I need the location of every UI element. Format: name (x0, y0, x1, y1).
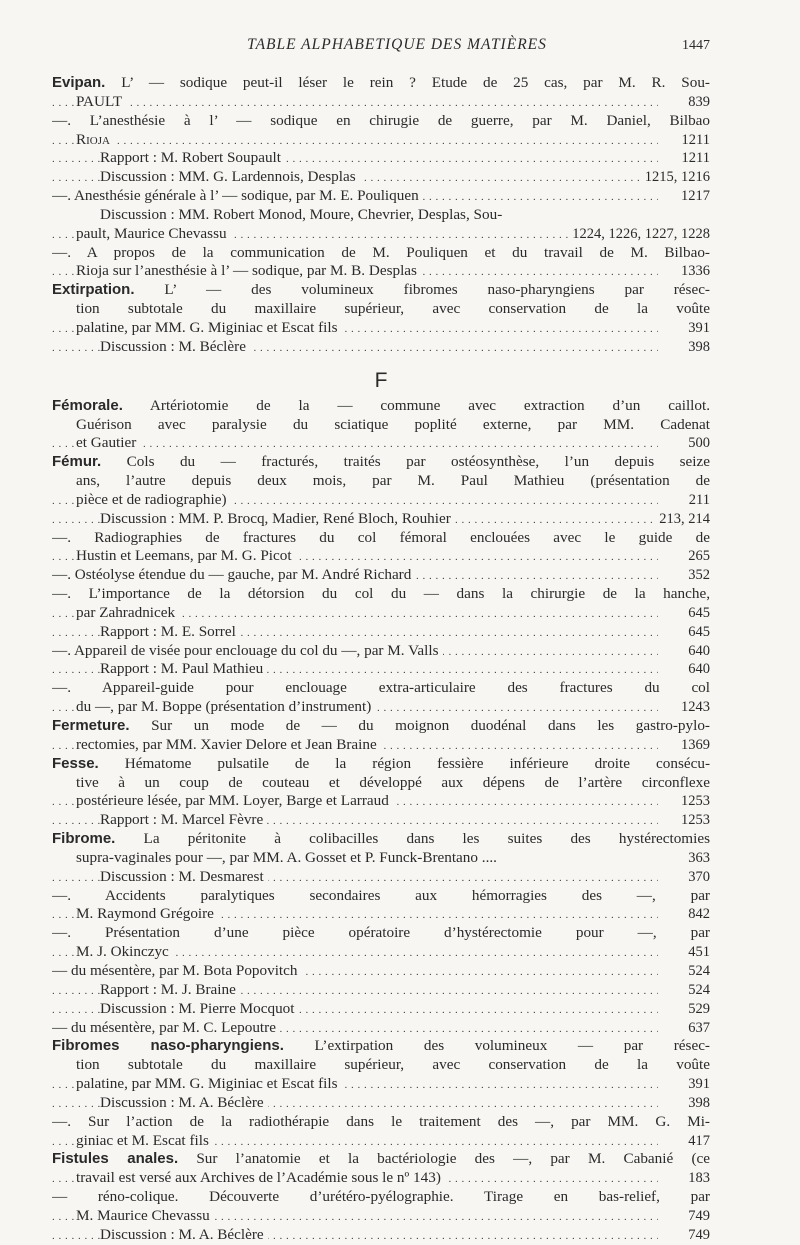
index-line-content: rectomies, par MM. Xavier Delore et Jean Braine (76, 735, 377, 753)
index-line-text (52, 281, 710, 298)
index-line-text (100, 149, 285, 166)
page-reference: 352 (684, 566, 710, 585)
index-line-content: PAULT (76, 92, 123, 110)
index-line (52, 698, 710, 717)
page-header-title: TABLE ALPHABETIQUE DES MATIÈRES (247, 36, 547, 53)
index-line-text (100, 981, 240, 998)
index-line (52, 510, 710, 529)
index-line-text (76, 905, 218, 922)
index-line-text (52, 244, 710, 261)
index-line (52, 943, 710, 962)
index-line (52, 1113, 710, 1132)
index-line-text (76, 943, 173, 960)
index-line-content: Discussion : M. Béclère (100, 337, 246, 355)
index-line-content: Discussion : M. Desmarest (100, 867, 264, 885)
page-reference: 749 (684, 1207, 710, 1226)
index-line-content: Discussion : MM. P. Brocq, Madier, René Bloch, Rouhier (100, 509, 451, 527)
index-line-content: — du mésentère, par M. Bota Popovitch (52, 961, 298, 979)
page-reference: 398 (684, 338, 710, 357)
index-line-content: giniac et M. Escat fils (76, 1131, 209, 1149)
page-reference: 1253 (677, 792, 710, 811)
index-line-content: Sur un mode de — du moignon duodénal dans les gastro-pylo- (129, 717, 710, 734)
index-line-text (52, 887, 710, 904)
index-line-text (52, 1113, 710, 1130)
index-line (52, 262, 710, 281)
index-line-content: tion subtotale du maxillaire supérieur, avec conservation de la voûte (76, 300, 710, 318)
index-line-text (52, 830, 710, 847)
index-line (52, 416, 710, 435)
index-line-text (76, 698, 375, 715)
index-headword: Extirpation. (52, 281, 135, 299)
index-line-text (52, 74, 710, 91)
index-line-content: L’extirpation des volumineux — par résec- (283, 1037, 710, 1055)
index-line-text (76, 300, 710, 317)
index-line (52, 93, 710, 112)
page-reference: 500 (684, 434, 710, 453)
index-line (52, 1132, 710, 1151)
index-line-content: par Zahradnicek (76, 603, 176, 621)
index-line (52, 338, 710, 357)
index-line (52, 547, 710, 566)
index-line-text (76, 1207, 214, 1224)
index-line (52, 830, 710, 849)
index-line-text (76, 491, 231, 508)
page-reference: 391 (684, 319, 710, 338)
index-line (52, 491, 710, 510)
index-line (52, 529, 710, 548)
page-reference: 524 (684, 981, 710, 1000)
index-line-content: —. Anesthésie générale à l’ — sodique, par M. E. Pouliquen (52, 187, 419, 205)
index-line-content: M. Maurice Chevassu (76, 1206, 210, 1224)
index-line (52, 397, 710, 416)
index-line (52, 1150, 710, 1169)
page-reference: 1369 (677, 736, 710, 755)
index-line (52, 792, 710, 811)
index-line (52, 225, 710, 244)
index-line-text (100, 868, 268, 885)
index-line-content: Hématome pulsatile de la région fessière inférieure droite consécu- (98, 754, 710, 772)
index-line-text (76, 1075, 342, 1092)
index-line-content: Discussion : M. Pierre Mocquot (100, 999, 295, 1017)
index-line-content: Rapport : M. Marcel Fèvre (100, 811, 264, 829)
index-line-content: La péritonite à colibacilles dans les suites des hystérectomies (115, 830, 710, 848)
index-line-text (76, 416, 710, 433)
index-line-content: M. Raymond Grégoire (76, 905, 214, 923)
page-reference: 637 (684, 1019, 710, 1038)
index-line-content: Artériotomie de la — commune avec extraction d’un caillot. (122, 396, 710, 414)
index-line-content: Rioja (76, 130, 110, 148)
index-line-content: —. A propos de la communication de M. Pouliquen et du travail de M. Bilbao- (52, 243, 710, 261)
index-line-content: — réno-colique. Découverte d’urétéro-pyélographie. Tirage en bas-relief, par (52, 1188, 710, 1206)
index-line (52, 168, 710, 187)
index-line (52, 755, 710, 774)
index-line-text (52, 1188, 710, 1205)
index-line (52, 1094, 710, 1113)
page-reference: 842 (684, 905, 710, 924)
page-reference: 1211 (678, 149, 710, 168)
index-line (52, 566, 710, 585)
index-line (52, 905, 710, 924)
page-reference: 370 (684, 868, 710, 887)
index-line-content: —. Appareil-guide pour enclouage extra-articulaire des fractures du col (52, 679, 710, 697)
index-line-text (76, 1169, 445, 1186)
index-line (52, 472, 710, 491)
index-line-content: Hustin et Leemans, par M. G. Picot (76, 547, 292, 565)
index-line (52, 774, 710, 793)
index-line-content: —. Appareil de visée pour enclouage du col du —, par M. Valls (52, 641, 439, 659)
index-line (52, 131, 710, 150)
index-line-text (100, 510, 455, 527)
index-line-content: ans, l’autre depuis deux mois, par M. Paul Mathieu (présentation de (76, 472, 710, 490)
index-line-content: Rioja sur l’anesthésie à l’ — sodique, par M. B. Desplas (76, 262, 417, 280)
index-line-text (52, 453, 710, 470)
index-headword: Fibrome. (52, 830, 116, 848)
index-line-content: Discussion : MM. G. Lardennois, Desplas (100, 168, 356, 186)
index-line (52, 1000, 710, 1019)
index-line (52, 623, 710, 642)
page-reference: 265 (684, 547, 710, 566)
index-line-content: —. Ostéolyse étendue du — gauche, par M. André Richard (52, 566, 412, 584)
index-line-content: Cols du — fracturés, traités par ostéosynthèse, l’un depuis seize (101, 453, 710, 471)
index-line-text (76, 472, 710, 489)
index-headword: Fibromes naso-pharyngiens. (52, 1037, 284, 1055)
index-line-text (76, 774, 710, 791)
index-line-text (76, 131, 114, 148)
page-number: 1447 (682, 38, 710, 53)
index-line-text (76, 736, 381, 753)
index-line-text (52, 1037, 710, 1054)
index-line (52, 149, 710, 168)
index-line-content: Discussion : M. A. Béclère (100, 1225, 264, 1243)
index-headword: Fesse. (52, 754, 99, 772)
index-entries (52, 74, 710, 1245)
index-line-content: —. L’anesthésie à l’ — sodique en chirugie de guerre, par M. Daniel, Bilbao (52, 111, 710, 129)
index-line-content: Discussion : M. A. Béclère (100, 1093, 264, 1111)
index-line-content: pault, Maurice Chevassu (76, 224, 227, 242)
index-line (52, 604, 710, 623)
index-line (52, 434, 710, 453)
index-line (52, 887, 710, 906)
index-line-text (52, 717, 710, 734)
section-letter: F (374, 368, 388, 392)
page-reference: 1224, 1226, 1227, 1228 (568, 225, 710, 244)
page-reference: 749 (684, 1226, 710, 1245)
index-line (52, 74, 710, 93)
index-line (52, 811, 710, 830)
index-line-content: —. Présentation d’une pièce opératoire d’hystérectomie pour —, par (52, 924, 710, 942)
index-line-content: Rapport : M. J. Braine (100, 980, 236, 998)
index-line-text (52, 397, 710, 414)
index-line-content: —. Accidents paralytiques secondaires aux hémorragies des —, par (52, 886, 710, 904)
index-line (52, 453, 710, 472)
index-line (52, 112, 710, 131)
index-line (52, 679, 710, 698)
index-line-content: Guérison avec paralysie du sciatique poplité externe, par MM. Cadenat (76, 415, 710, 433)
index-line (52, 1056, 710, 1075)
index-line-text (52, 585, 710, 602)
index-line-text (52, 1150, 710, 1167)
index-line-text (76, 319, 342, 336)
index-headword: Fémorale. (52, 396, 123, 414)
index-line (52, 1207, 710, 1226)
index-line (52, 1188, 710, 1207)
page-reference: 391 (684, 1075, 710, 1094)
index-line-text (76, 1132, 213, 1149)
index-line-text (76, 792, 393, 809)
index-line-content: palatine, par MM. G. Miginiac et Escat fils (76, 318, 338, 336)
index-line-text (76, 225, 231, 242)
page-reference: 213, 214 (655, 510, 710, 529)
page-reference: 451 (684, 943, 710, 962)
index-line-content: Sur l’anatomie et la bactériologie des —, par M. Cabanié (ce (178, 1150, 710, 1168)
index-line-text (76, 93, 126, 110)
page-reference: 640 (684, 660, 710, 679)
running-header (52, 36, 710, 54)
index-line (52, 319, 710, 338)
index-line (52, 1169, 710, 1188)
page-reference: 529 (684, 1000, 710, 1019)
index-line (52, 736, 710, 755)
index-line-content: Rapport : M. Robert Soupault (100, 149, 281, 167)
index-line-content: Discussion : MM. Robert Monod, Moure, Chevrier, Desplas, Sou- (100, 205, 503, 223)
index-line-text (100, 206, 502, 223)
page-reference: 1253 (677, 811, 710, 830)
index-line-text (52, 529, 710, 546)
index-line-text (52, 962, 301, 979)
index-line (52, 868, 710, 887)
index-line (52, 849, 710, 868)
page-reference: 640 (684, 642, 710, 661)
index-line (52, 924, 710, 943)
index-line-text (76, 547, 296, 564)
index-line-content: travail est versé aux Archives de l’Académie sous le nº 143) (76, 1169, 441, 1187)
index-line-content: —. Sur l’action de la radiothérapie dans le traitement des —, par MM. G. Mi- (52, 1112, 710, 1130)
index-line-content: et Gautier (76, 434, 137, 452)
index-line (52, 660, 710, 679)
index-line-content: supra-vaginales pour —, par MM. A. Gosset et P. Funck-Brentano .... (76, 848, 497, 866)
index-line-text (52, 755, 710, 772)
index-headword: Fistules anales. (52, 1150, 179, 1168)
page-reference: 183 (684, 1169, 710, 1188)
page-reference: 211 (685, 491, 710, 510)
index-line (52, 206, 710, 225)
index-headword: Fermeture. (52, 717, 130, 734)
index-line-text (76, 262, 421, 279)
index-line-content: palatine, par MM. G. Miginiac et Escat fils (76, 1075, 338, 1093)
index-headword: Fémur. (52, 453, 102, 471)
index-line-text (76, 1056, 710, 1073)
index-line-content: — du mésentère, par M. C. Lepoutre (52, 1018, 276, 1036)
index-line-text (100, 1094, 268, 1111)
index-line-content: Rapport : M. E. Sorrel (100, 622, 236, 640)
index-line-text (100, 811, 267, 828)
page-reference: 645 (684, 623, 710, 642)
index-line (52, 981, 710, 1000)
index-line-text (52, 679, 710, 696)
index-line-content: pièce et de radiographie) (76, 490, 227, 508)
index-line-text (100, 338, 250, 355)
index-line-content: Rapport : M. Paul Mathieu (100, 660, 264, 678)
index-line-text (100, 1226, 268, 1243)
index-line (52, 962, 710, 981)
index-line (52, 244, 710, 263)
page-reference: 839 (684, 93, 710, 112)
index-line (52, 642, 710, 661)
index-line-content: du —, par M. Boppe (présentation d’instrument) (76, 698, 372, 716)
index-line-text (76, 434, 140, 451)
page-reference: 1217 (677, 187, 710, 206)
index-line (52, 717, 710, 736)
index-line-content: —. Radiographies de fractures du col fémoral enclouées avec le guide de (52, 528, 710, 546)
index-line-text (52, 566, 415, 583)
index-line-text (76, 604, 179, 621)
index-line-content: tion subtotale du maxillaire supérieur, avec conservation de la voûte (76, 1056, 710, 1074)
index-line-content: —. L’importance de la détorsion du col du — dans la chirurgie de la hanche, (52, 585, 710, 603)
index-line (52, 187, 710, 206)
index-line-text (100, 623, 240, 640)
index-line-text (76, 849, 497, 866)
index-line-text (100, 1000, 298, 1017)
page-reference: 1215, 1216 (641, 168, 710, 187)
page-reference: 524 (684, 962, 710, 981)
index-line (52, 1019, 710, 1038)
index-line (52, 1075, 710, 1094)
index-headword: Evipan. (52, 74, 106, 91)
index-line-content: postérieure lésée, par MM. Loyer, Barge et Larraud (76, 792, 389, 810)
index-line-content: M. J. Okinczyc (76, 943, 169, 961)
index-line-text (52, 112, 710, 129)
index-line-text (52, 1019, 280, 1036)
page-reference: 363 (684, 849, 710, 868)
page-reference: 398 (684, 1094, 710, 1113)
index-line-text (52, 187, 423, 204)
index-line-text (52, 924, 710, 941)
index-line-content: tive à un coup de couteau et développé aux dépens de l’artère circonflexe (76, 773, 710, 791)
index-line (52, 281, 710, 300)
index-line-text (52, 642, 443, 659)
index-line-text (100, 660, 267, 677)
index-line (52, 1226, 710, 1245)
index-line (52, 585, 710, 604)
index-line (52, 1037, 710, 1056)
page-reference: 1211 (678, 131, 710, 150)
page-reference: 645 (684, 604, 710, 623)
index-line-text (100, 168, 360, 185)
page-reference: 417 (684, 1132, 710, 1151)
page-reference: 1243 (677, 698, 710, 717)
index-line (52, 300, 710, 319)
index-line-content: L’ — sodique peut-il léser le rein ? Etude de 25 cas, par M. R. Sou- (105, 74, 710, 91)
page-reference: 1336 (677, 262, 710, 281)
index-line-content: L’ — des volumineux fibromes naso-pharyngiens par résec- (134, 281, 710, 299)
